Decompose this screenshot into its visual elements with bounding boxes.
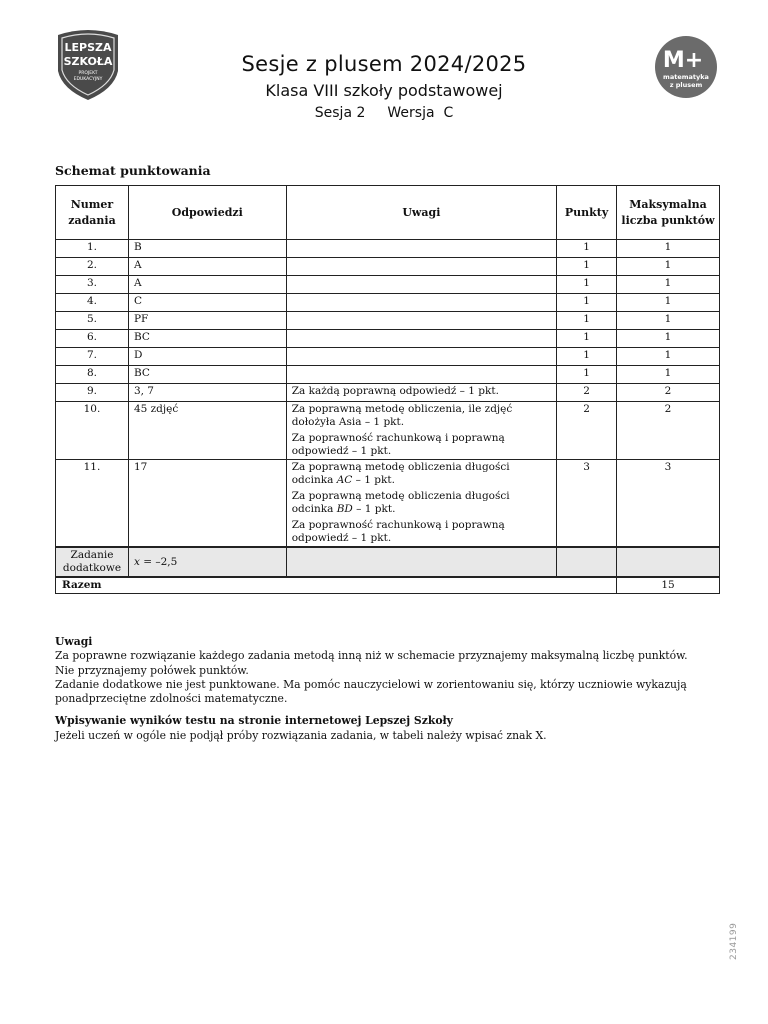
cell-points: 1 xyxy=(557,366,617,384)
remarks-line: Zadanie dodatkowe nie jest punktowane. Ma pomóc nauczycielowi w zorientowaniu się, którzy uczniowie wykazują ponadprzeciętne zdolności matematyczne. xyxy=(55,677,687,706)
cell-answer: B xyxy=(128,240,286,258)
header-notes: Uwagi xyxy=(286,186,556,240)
document-id: 234199 xyxy=(729,922,739,960)
cell-answer: 45 zdjęć xyxy=(128,402,286,460)
cell-notes xyxy=(286,312,556,330)
header-points: Punkty xyxy=(557,186,617,240)
document-title: Sesje z plusem 2024/2025 xyxy=(241,52,527,76)
total-value: 15 xyxy=(617,577,720,594)
logo-left-line2: SZKOŁA xyxy=(63,55,113,68)
note-text: Za poprawną metodę obliczenia długości odcinka AC – 1 pkt. xyxy=(291,461,510,486)
cell-answer: C xyxy=(128,294,286,312)
table-row xyxy=(56,366,720,384)
note-text: Za poprawność rachunkową i poprawną odpowiedź – 1 pkt. xyxy=(291,432,505,457)
cell-number: 2. xyxy=(56,258,129,276)
cell-points: 1 xyxy=(557,294,617,312)
cell-points: 1 xyxy=(557,348,617,366)
cell-notes xyxy=(286,460,556,548)
table-row xyxy=(56,294,720,312)
cell-max: 1 xyxy=(617,294,720,312)
cell-answer: A xyxy=(128,258,286,276)
cell-points xyxy=(557,547,617,577)
table-row xyxy=(56,258,720,276)
cell-notes xyxy=(286,276,556,294)
cell-notes xyxy=(286,294,556,312)
cell-notes xyxy=(286,348,556,366)
cell-max: 1 xyxy=(617,312,720,330)
cell-extra-answer: x = –2,5 xyxy=(128,547,286,577)
version-label: Wersja C xyxy=(387,105,454,121)
cell-answer: 3, 7 xyxy=(128,384,286,402)
cell-answer: D xyxy=(128,348,286,366)
cell-number: 10. xyxy=(56,402,129,460)
results-heading: Wpisywanie wyników testu na stronie internetowej Lepszej Szkoły xyxy=(55,714,453,728)
table-row xyxy=(56,460,720,548)
cell-max: 1 xyxy=(617,348,720,366)
cell-number: 6. xyxy=(56,330,129,348)
cell-points: 1 xyxy=(557,240,617,258)
cell-notes: Za każdą poprawną odpowiedź – 1 pkt. xyxy=(286,384,556,402)
table-row xyxy=(56,312,720,330)
cell-notes xyxy=(286,547,556,577)
header-number: Numer zadania xyxy=(56,186,129,240)
logo-right-mark: M+ xyxy=(662,48,704,73)
cell-number: 7. xyxy=(56,348,129,366)
scoring-table xyxy=(55,185,720,594)
table-row xyxy=(56,240,720,258)
remarks-line: Za poprawne rozwiązanie każdego zadania metodą inną niż w schemacie przyznajemy maksymalną liczbę punktów. xyxy=(55,649,688,663)
document-subtitle: Klasa VIII szkoły podstawowej xyxy=(265,81,503,100)
logo-left-line4: EDUKACYJNY xyxy=(73,77,103,82)
cell-points: 1 xyxy=(557,330,617,348)
cell-notes xyxy=(286,240,556,258)
cell-answer: A xyxy=(128,276,286,294)
table-row xyxy=(56,276,720,294)
cell-max: 1 xyxy=(617,366,720,384)
total-label: Razem xyxy=(56,577,617,594)
header-max: Maksymalna liczba punktów xyxy=(617,186,720,240)
cell-points: 1 xyxy=(557,258,617,276)
table-header-row xyxy=(56,186,720,240)
remarks-heading: Uwagi xyxy=(55,635,93,648)
extra-task-row xyxy=(56,547,720,577)
cell-max: 2 xyxy=(617,402,720,460)
cell-answer: PF xyxy=(128,312,286,330)
cell-max xyxy=(617,547,720,577)
logo-right-line1: matematyka xyxy=(663,73,709,81)
cell-extra-label: Zadanie dodatkowe xyxy=(56,547,129,577)
cell-max: 1 xyxy=(617,276,720,294)
cell-number: 11. xyxy=(56,460,129,548)
remarks-section xyxy=(55,635,705,743)
cell-number: 3. xyxy=(56,276,129,294)
table-row xyxy=(56,348,720,366)
cell-number: 1. xyxy=(56,240,129,258)
document-header xyxy=(0,50,768,123)
cell-number: 4. xyxy=(56,294,129,312)
session-label: Sesja 2 xyxy=(314,105,366,121)
header-answers: Odpowiedzi xyxy=(128,186,286,240)
cell-number: 9. xyxy=(56,384,129,402)
cell-notes xyxy=(286,402,556,460)
cell-notes xyxy=(286,366,556,384)
cell-max: 1 xyxy=(617,240,720,258)
logo-left-line3: PROJEKT xyxy=(78,71,98,76)
cell-notes xyxy=(286,258,556,276)
cell-max: 3 xyxy=(617,460,720,548)
cell-max: 1 xyxy=(617,258,720,276)
total-row xyxy=(56,577,720,594)
cell-points: 1 xyxy=(557,276,617,294)
cell-answer: BC xyxy=(128,366,286,384)
section-title: Schemat punktowania xyxy=(55,163,211,178)
cell-points: 2 xyxy=(557,402,617,460)
session-line xyxy=(0,103,768,123)
cell-max: 1 xyxy=(617,330,720,348)
note-text: Za poprawną metodę obliczenia, ile zdjęć dołożyła Asia – 1 pkt. xyxy=(291,403,513,428)
cell-answer: 17 xyxy=(128,460,286,548)
cell-number: 8. xyxy=(56,366,129,384)
cell-number: 5. xyxy=(56,312,129,330)
cell-max: 2 xyxy=(617,384,720,402)
logo-right-line2: z plusem xyxy=(669,81,703,89)
remarks-line: Nie przyznajemy połówek punktów. xyxy=(55,663,249,677)
cell-notes xyxy=(286,330,556,348)
note-text: Za poprawność rachunkową i poprawną odpowiedź – 1 pkt. xyxy=(291,519,505,544)
cell-points: 2 xyxy=(557,384,617,402)
table-row xyxy=(56,330,720,348)
note-text: Za poprawną metodę obliczenia długości odcinka BD – 1 pkt. xyxy=(291,490,510,515)
cell-points: 1 xyxy=(557,312,617,330)
results-line: Jeżeli uczeń w ogóle nie podjął próby rozwiązania zadania, w tabeli należy wpisać znak X. xyxy=(55,728,547,742)
table-row xyxy=(56,384,720,402)
logo-left-line1: LEPSZA xyxy=(64,41,112,54)
table-row xyxy=(56,402,720,460)
cell-answer: BC xyxy=(128,330,286,348)
cell-points: 3 xyxy=(557,460,617,548)
